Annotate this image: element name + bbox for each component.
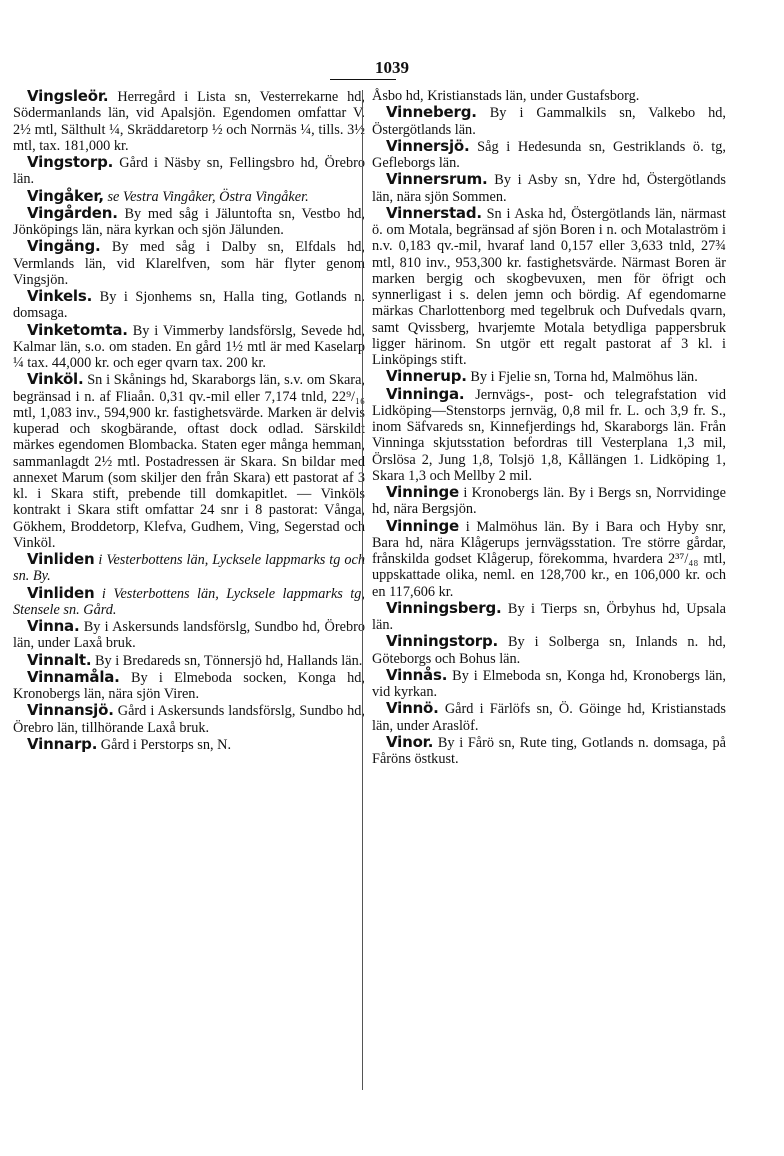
entry — [372, 205, 726, 369]
entry-text: By i Elmeboda socken, Konga hd, Kronobergs län, nära sjön Viren. — [13, 669, 365, 702]
entry-text: By i Gammalkils sn, Valkebo hd, Östergötlands län. — [372, 105, 726, 138]
entry-headword: Vinköl. — [27, 370, 84, 389]
entry — [13, 702, 365, 736]
entry-text: By i Asby sn, Ydre hd, Östergötlands län, nära sjön Sommen. — [372, 172, 726, 205]
entry — [13, 322, 365, 372]
entry — [13, 652, 365, 669]
entry-text: By i Elmeboda sn, Konga hd, Kronobergs län, vid kyrkan. — [372, 667, 726, 700]
entry-text: Gård i Askersunds landsförslg, Sundbo hd, Örebro län, tillhörande Laxå bruk. — [13, 703, 365, 736]
entry — [13, 669, 365, 703]
entry-text: Åsbo hd, Kristianstads län, under Gustafsborg. — [372, 88, 640, 104]
entry-headword: Vinkels. — [27, 287, 93, 305]
entry — [13, 585, 365, 619]
entry-headword: Vinnersrum. — [386, 170, 488, 189]
entry-headword: Vingäng. — [27, 237, 101, 256]
entry-headword: Vinningsberg. — [386, 598, 502, 617]
entry — [372, 700, 726, 734]
entry-headword: Vinnarp. — [27, 734, 98, 753]
entry — [372, 386, 726, 485]
entry-text: Gård i Näsby sn, Fellingsbro hd, Örebro län. — [13, 155, 366, 188]
entry-text: i Vesterbottens län, Lycksele lappmarks tg och sn. By. — [13, 552, 366, 585]
entry-headword: Vinnersjö. — [386, 136, 470, 155]
entry-text: Sn i Aska hd, Östergötlands län, närmast ö. om Motala, begränsad af sjön Boren i n. och Motalaström i n.v. 0,183 qv.-mil, hvaraf land 0,157 eller 3,633 tnld, 27¾ mtl, 810 inv., 953,300 kr. fastighetsvärde. Närmast Boren är marken bergig och skogbevuxen, men för öfrigt och synnerligast i s. delen jemn och bördig. Af egendomarne märkas Charlottenborg med tegelbruk och Dufvedals qvarn, samt Qvissberg, hvarjemte Motala betydliga pappersbruk ligger härinom. Sn utgör ett regalt pastorat af 3 kl. i Linköpings stift. — [372, 205, 726, 368]
right-column — [372, 88, 726, 767]
entry — [372, 518, 726, 600]
entry-text: Sn i Skånings hd, Skaraborgs län, s.v. om Skara, begränsad i n. af Fliaån. 0,31 qv.-mil eller 7,174 tnld, 22⁹/₁₆ mtl, 1,083 inv., 594,900 kr. fastighetsvärde. Marken är delvis kuperad och skogbärande, oftast dock odlad. Särskildt märkes egendomen Blombacka. Staten eger många hemman, sammanlagdt 2½ mtl. Postadressen är Skara. Sn bildar med annexet Marum (som skiljer den från Skara) ett pastorat af 3 kl. i Skara stift, prebende till domkapitlet. — Vinköls kontrakt i Skara stift omfattar 24 snr i 8 pastorat: Vånga, Gökhem, Broddetorp, Klefva, Gudhem, Ving, Segerstad och Vinköl. — [13, 372, 365, 551]
entry — [13, 618, 365, 652]
entry-headword: Vinliden — [27, 550, 95, 568]
entry-headword: Vinnalt. — [27, 650, 92, 669]
entry-text: By i Fjelie sn, Torna hd, Malmöhus län. — [470, 369, 698, 386]
entry-headword: Vinnås. — [386, 665, 448, 684]
entry-headword: Vinnansjö. — [27, 701, 114, 720]
entry — [372, 368, 726, 385]
entry — [372, 633, 726, 667]
entry — [372, 600, 726, 634]
entry-text: By i Sjonhems sn, Halla ting, Gotlands n. domsaga. — [13, 289, 366, 322]
entry-text: Herregård i Lista sn, Vesterrekarne hd, Södermanlands län, vid Apalsjön. Egendomen omfattar V. 2½ mtl, Sälthult ¼, Skräddaretorp ½ och Norrnäs ¼, tills. 3½ mtl, tax. 181,000 kr. — [13, 89, 365, 154]
entry-text: Jernvägs-, post- och telegrafstation vid Lidköping—Stenstorps jernväg, 0,8 mil fr. L. och 3,9 fr. S., inom Säfvareds sn, Kinnefjerdings hd, Skaraborgs län. Från Vinninga skjutsstation befordras till Vesterplana 1,3 mil, Örslösa 2, Jung 1,8, Tolsjö 1,8, Kållängen 1. Lidköping 1, Skara 1,3 och Mellby 2 mil. — [372, 386, 727, 484]
entry-text: By med såg i Dalby sn, Elfdals hd, Vermlands län, vid Klarelfven, som här flyter genom Vingsjön. — [13, 239, 365, 288]
entry — [13, 205, 365, 239]
entry-text: se Vestra Vingåker, Östra Vingåker. — [107, 188, 309, 205]
entry — [372, 734, 726, 768]
entry — [372, 138, 726, 172]
entry-text: By i Askersunds landsförslg, Sundbo hd, Örebro län, under Laxå bruk. — [13, 619, 365, 652]
entry-text: i Kronobergs län. By i Bergs sn, Norrvidinge hd, nära Bergsjön. — [372, 485, 726, 518]
entry-headword: Vingåker, — [27, 186, 104, 205]
entry-text: By i Bredareds sn, Tönnersjö hd, Hallands län. — [94, 652, 363, 669]
entry-text: i Malmöhus län. By i Bara och Hyby snr, Bara hd, nära Klågerups jernvägsstation. Tre större gårdar, frånskilda godset Klågerup, förekomma, hvardera 2³⁷/₄₈ mtl, uppskattade olika, neml. en 128,700 kr., en 106,000 kr. och en 117,606 kr. — [372, 518, 726, 600]
page-number-rule — [330, 79, 396, 80]
entry — [13, 238, 365, 288]
entry — [372, 667, 726, 701]
entry-headword: Vinnö. — [386, 699, 439, 718]
entry — [13, 188, 365, 205]
entry-headword: Vinnamåla. — [27, 667, 120, 686]
entry-headword: Vinliden — [27, 583, 95, 602]
entry-text: By med såg i Jäluntofta sn, Vestbo hd, Jönköpings län, nära kyrkan och sjön Jälunden. — [13, 205, 365, 238]
entry — [13, 88, 365, 154]
entry-text: Såg i Hedesunda sn, Gestriklands ö. tg, Gefleborgs län. — [372, 138, 726, 171]
entry-headword: Vinninge — [386, 483, 459, 501]
entry — [13, 551, 365, 585]
entry — [372, 484, 726, 518]
entry — [13, 154, 365, 188]
entry — [372, 104, 726, 138]
left-column — [13, 88, 365, 753]
entry-text: Gård i Perstorps sn, N. — [100, 736, 232, 753]
column-divider — [362, 90, 363, 1090]
entry — [372, 171, 726, 205]
entry-headword: Vingården. — [27, 203, 118, 222]
entry-headword: Vinnerstad. — [386, 203, 482, 222]
entry-headword: Vingsleör. — [27, 87, 109, 105]
entry-headword: Vinningstorp. — [386, 632, 499, 651]
entry — [13, 371, 365, 551]
entry-text: By i Vimmerby landsförslg, Sevede hd, Kalmar län, s.o. om staden. En gård 1½ mtl är med Kaselarp ¼ tax. 44,000 kr. och eger qvarn tax. 200 kr. — [13, 322, 365, 371]
page-number: 1039 — [375, 58, 409, 77]
entry-headword: Vinnerup. — [386, 367, 467, 386]
entry-headword: Vinninga. — [386, 384, 465, 403]
entry-continuation — [372, 88, 726, 104]
entry-headword: Vinketomta. — [27, 320, 128, 339]
entry-headword: Vinor. — [386, 732, 434, 751]
entry-text: By i Tierps sn, Örbyhus hd, Upsala län. — [372, 600, 727, 633]
entry-text: Gård i Färlöfs sn, Ö. Göinge hd, Kristianstads län, under Araslöf. — [372, 701, 726, 734]
entry-headword: Vingstorp. — [27, 153, 114, 171]
entry-text: By i Fårö sn, Rute ting, Gotlands n. domsaga, på Fåröns östkust. — [372, 734, 726, 767]
entry-text: i Vesterbottens län, Lycksele lappmarks tg, Stensele sn. Gård. — [13, 585, 366, 618]
entry-text: By i Solberga sn, Inlands n. hd, Göteborgs och Bohus län. — [372, 634, 726, 667]
entry-headword: Vinneberg. — [386, 103, 477, 122]
entry — [13, 288, 365, 322]
entry-headword: Vinna. — [27, 617, 80, 635]
entry — [13, 736, 365, 753]
entry-headword: Vinninge — [386, 516, 459, 535]
